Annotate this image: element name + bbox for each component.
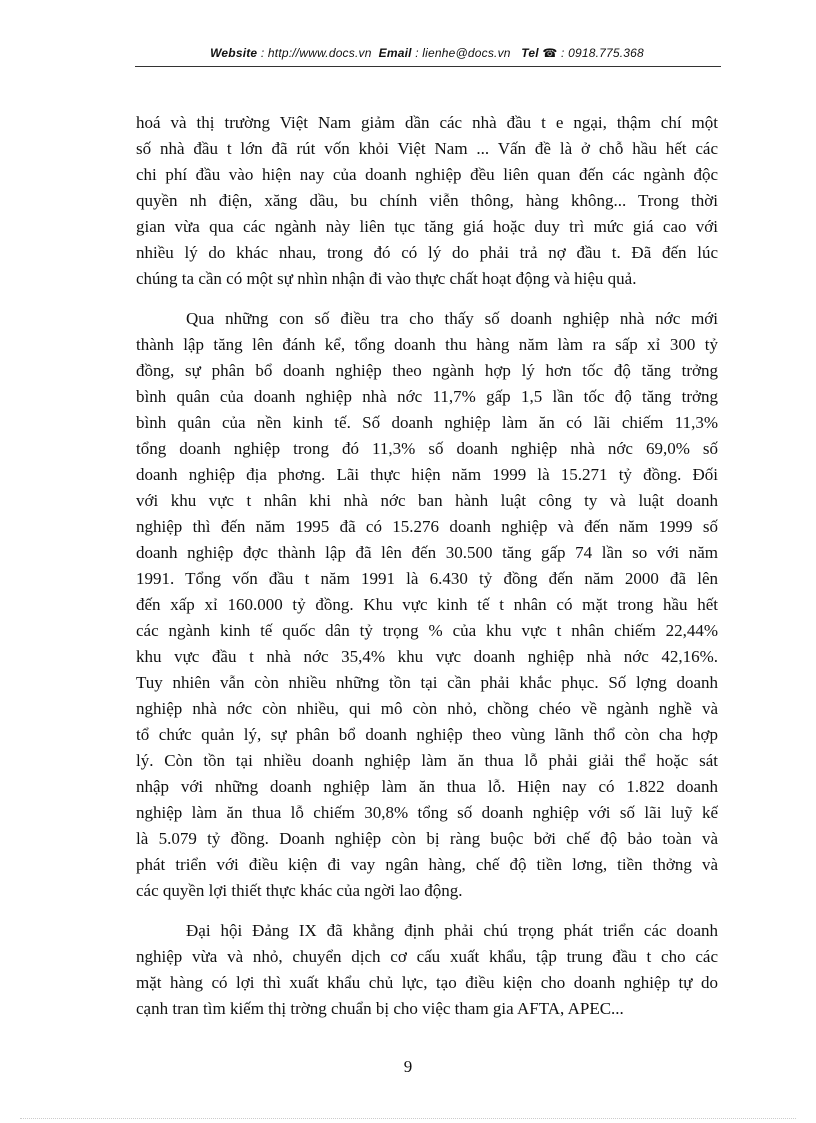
text-line: tổng doanh nghiệp trong đó 11,3% số doanh nghiệp nhà nớc 69,0% số [136, 439, 718, 458]
text-line: phát triển với điều kiện đi vay ngân hàng, chế độ tiền lơng, tiền thởng và [136, 855, 718, 874]
text-line: hoá và thị trường Việt Nam giảm dần các nhà đầu t e ngại, thậm chí một [136, 113, 718, 132]
tel-label: Tel [521, 46, 539, 60]
website-value: : http://www.docs.vn [260, 46, 372, 60]
text-line: tổ chức quản lý, sự phân bổ doanh nghiệp theo vùng lãnh thổ còn cha hợp [136, 725, 718, 744]
text-line: nhập với những doanh nghiệp làm ăn thua lỗ. Hiện nay có 1.822 doanh [136, 777, 718, 796]
text-line: Qua những con số điều tra cho thấy số doanh nghiệp nhà nớc mới [186, 309, 718, 328]
text-line: nghiệp nhà nớc còn nhiều, qui mô còn nhỏ, chồng chéo về ngành nghề và [136, 699, 718, 718]
tel-value: : 0918.775.368 [561, 46, 644, 60]
email-value: : lienhe@docs.vn [415, 46, 511, 60]
text-line: nghiệp làm ăn thua lỗ chiếm 30,8% tổng số doanh nghiệp với số lãi luỹ kế [136, 803, 718, 822]
text-line: khu vực đầu t nhà nớc 35,4% khu vực doanh nghiệp nhà nớc 42,16%. [136, 647, 718, 666]
text-line: các ngành kinh tế quốc dân tỷ trọng % của khu vực t nhân chiếm 22,44% [136, 621, 718, 640]
text-line: nghiệp thì đến năm 1995 đã có 15.276 doanh nghiệp và đến năm 1999 số [136, 517, 718, 536]
text-line: cạnh tran tìm kiếm thị trờng chuẩn bị cho việc tham gia AFTA, APEC... [136, 999, 624, 1018]
text-line: nghiệp vừa và nhỏ, chuyển dịch cơ cấu xuất khẩu, tập trung đầu t cho các [136, 947, 718, 966]
paragraph-3 [136, 918, 718, 1022]
header-rule [135, 66, 721, 67]
text-line: với khu vực t nhân khi nhà nớc ban hành luật công ty và luật doanh [136, 491, 718, 510]
page-number: 9 [403, 1057, 413, 1076]
text-line: doanh nghiệp địa phơng. Lãi thực hiện năm 1999 là 15.271 tỷ đồng. Đối [136, 465, 718, 484]
text-line: 1991. Tổng vốn đầu t năm 1991 là 6.430 tỷ đồng đến năm 2000 đã lên [136, 569, 718, 588]
text-line: gian vừa qua các ngành này liên tục tăng giá hoặc duy trì mức giá cao với [136, 217, 718, 236]
document-body [136, 110, 718, 1036]
text-line: đồng, sự phân bổ doanh nghiệp theo ngành hợp lý hơn tốc độ tăng trởng [136, 361, 718, 380]
footer-divider [20, 1118, 796, 1119]
text-line: chi phí đầu vào hiện nay của doanh nghiệp đều liên quan đến các ngành độc [136, 165, 718, 184]
text-line: Đại hội Đảng IX đã khẳng định phải chú trọng phát triển các doanh [186, 921, 718, 940]
paragraph-1 [136, 110, 718, 292]
text-line: là 5.079 tỷ đồng. Doanh nghiệp còn bị ràng buộc bởi chế độ bảo toàn và [136, 829, 718, 848]
text-line: Tuy nhiên vẫn còn nhiều những tồn tại cần phải khắc phục. Số lợng doanh [136, 673, 718, 692]
text-line: bình quân của doanh nghiệp nhà nớc 11,7% gấp 1,5 lần tốc độ tăng trởng [136, 387, 718, 406]
text-line: số nhà đầu t lớn đã rút vốn khỏi Việt Nam ... Vấn đề là ở chỗ hầu hết các [136, 139, 718, 158]
page-header [135, 46, 719, 60]
email-label: Email [378, 46, 412, 60]
text-line: doanh nghiệp đợc thành lập đã lên đến 30.500 tăng gấp 74 lần so với năm [136, 543, 718, 562]
phone-icon: ☎ [542, 46, 558, 60]
text-line: mặt hàng có lợi thì xuất khẩu chủ lực, tạo điều kiện cho doanh nghiệp tự do [136, 973, 718, 992]
text-line: các quyền lợi thiết thực khác của ngời lao động. [136, 881, 463, 900]
text-line: chúng ta cần có một sự nhìn nhận đi vào thực chất hoạt động và hiệu quả. [136, 269, 637, 288]
text-line: nhiều lý do khác nhau, trong đó có lý do phải trả nợ đầu t. Đã đến lúc [136, 243, 718, 262]
website-label: Website [210, 46, 258, 60]
text-line: bình quân của nền kinh tế. Số doanh nghiệp làm ăn có lãi chiếm 11,3% [136, 413, 718, 432]
text-line: lý. Còn tồn tại nhiều doanh nghiệp làm ăn thua lỗ phải giải thể hoặc sát [136, 751, 718, 770]
text-line: quyền nh điện, xăng dầu, bu chính viễn thông, hàng không... Trong thời [136, 191, 718, 210]
text-line: thành lập tăng lên đánh kể, tổng doanh thu hàng năm làm ra sấp xỉ 300 tỷ [136, 335, 718, 354]
paragraph-2 [136, 306, 718, 904]
text-line: đến xấp xỉ 160.000 tỷ đồng. Khu vực kinh tế t nhân có mặt trong hầu hết [136, 595, 718, 614]
